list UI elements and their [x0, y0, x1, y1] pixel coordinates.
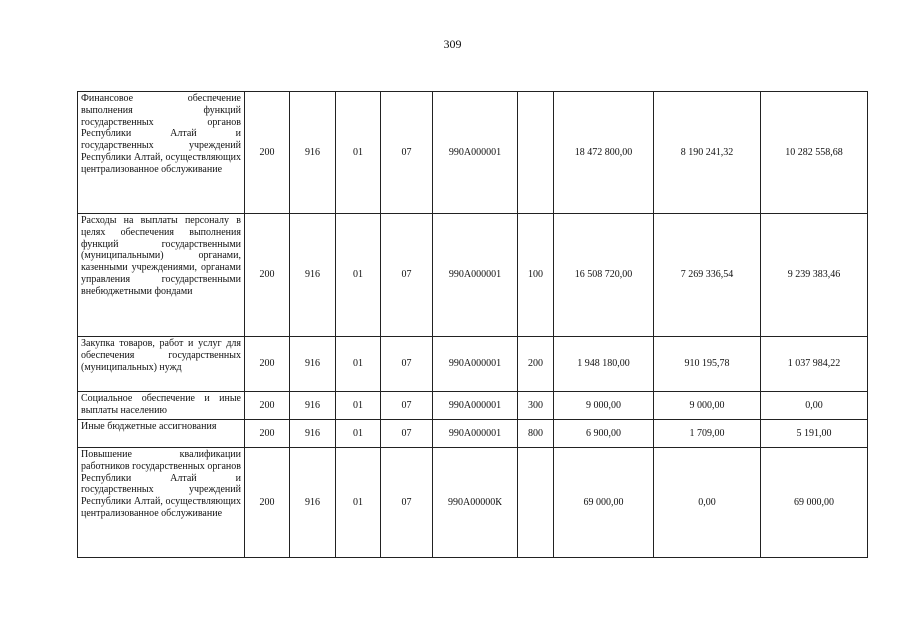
cell-code-3: 01 — [336, 214, 381, 337]
table-row — [78, 214, 868, 337]
table-row — [78, 92, 868, 214]
cell-value-1: 6 900,00 — [554, 420, 654, 448]
cell-value-3: 5 191,00 — [761, 420, 868, 448]
cell-code-4: 07 — [381, 420, 433, 448]
cell-value-2: 9 000,00 — [654, 392, 761, 420]
cell-value-1: 18 472 800,00 — [554, 92, 654, 214]
row-name: Иные бюджетные ассигнования — [78, 420, 245, 448]
cell-code-4: 07 — [381, 448, 433, 558]
cell-code-1: 200 — [245, 392, 290, 420]
cell-value-1: 69 000,00 — [554, 448, 654, 558]
cell-value-3: 0,00 — [761, 392, 868, 420]
cell-code-4: 07 — [381, 392, 433, 420]
cell-expense-type: 300 — [518, 392, 554, 420]
cell-expense-type — [518, 92, 554, 214]
cell-expense-type: 100 — [518, 214, 554, 337]
cell-code-1: 200 — [245, 92, 290, 214]
cell-expense-type: 800 — [518, 420, 554, 448]
cell-code-3: 01 — [336, 92, 381, 214]
cell-value-2: 0,00 — [654, 448, 761, 558]
cell-target-code: 990А00000К — [433, 448, 518, 558]
cell-target-code: 990А000001 — [433, 337, 518, 392]
table-row — [78, 392, 868, 420]
cell-target-code: 990А000001 — [433, 92, 518, 214]
table-row — [78, 420, 868, 448]
cell-target-code: 990А000001 — [433, 214, 518, 337]
cell-value-3: 10 282 558,68 — [761, 92, 868, 214]
cell-value-2: 910 195,78 — [654, 337, 761, 392]
cell-target-code: 990А000001 — [433, 420, 518, 448]
row-name: Закупка товаров, работ и услуг для обеспечения государственных (муниципальных) нужд — [78, 337, 245, 392]
cell-value-2: 1 709,00 — [654, 420, 761, 448]
page-number: 309 — [443, 37, 462, 51]
cell-code-2: 916 — [290, 214, 336, 337]
cell-value-2: 7 269 336,54 — [654, 214, 761, 337]
cell-value-1: 1 948 180,00 — [554, 337, 654, 392]
cell-code-3: 01 — [336, 420, 381, 448]
cell-value-3: 69 000,00 — [761, 448, 868, 558]
cell-value-1: 16 508 720,00 — [554, 214, 654, 337]
row-name: Финансовое обеспечение выполнения функций государственных органов Республики Алтай и государственных учреждений Республики Алтай, осуществляющих централизованное обслуживание — [78, 92, 245, 214]
cell-expense-type: 200 — [518, 337, 554, 392]
cell-expense-type — [518, 448, 554, 558]
cell-code-4: 07 — [381, 92, 433, 214]
row-name: Расходы на выплаты персоналу в целях обеспечения выполнения функций государственными (муниципальными) органами, казенными учреждениями, органами управления государственными внебюджетными фондами — [78, 214, 245, 337]
cell-code-1: 200 — [245, 448, 290, 558]
cell-code-2: 916 — [290, 92, 336, 214]
cell-code-1: 200 — [245, 214, 290, 337]
cell-value-2: 8 190 241,32 — [654, 92, 761, 214]
cell-code-4: 07 — [381, 214, 433, 337]
cell-value-3: 1 037 984,22 — [761, 337, 868, 392]
row-name: Социальное обеспечение и иные выплаты населению — [78, 392, 245, 420]
table-row — [78, 448, 868, 558]
cell-code-2: 916 — [290, 337, 336, 392]
cell-code-3: 01 — [336, 448, 381, 558]
cell-code-1: 200 — [245, 337, 290, 392]
cell-code-2: 916 — [290, 420, 336, 448]
cell-value-3: 9 239 383,46 — [761, 214, 868, 337]
cell-code-2: 916 — [290, 392, 336, 420]
table-row — [78, 337, 868, 392]
cell-code-1: 200 — [245, 420, 290, 448]
cell-value-1: 9 000,00 — [554, 392, 654, 420]
cell-target-code: 990А000001 — [433, 392, 518, 420]
cell-code-4: 07 — [381, 337, 433, 392]
cell-code-3: 01 — [336, 337, 381, 392]
cell-code-2: 916 — [290, 448, 336, 558]
row-name: Повышение квалификации работников государственных органов Республики Алтай и государственных учреждений Республики Алтай, осуществляющих централизованное обслуживание — [78, 448, 245, 558]
budget-table — [77, 91, 868, 558]
cell-code-3: 01 — [336, 392, 381, 420]
